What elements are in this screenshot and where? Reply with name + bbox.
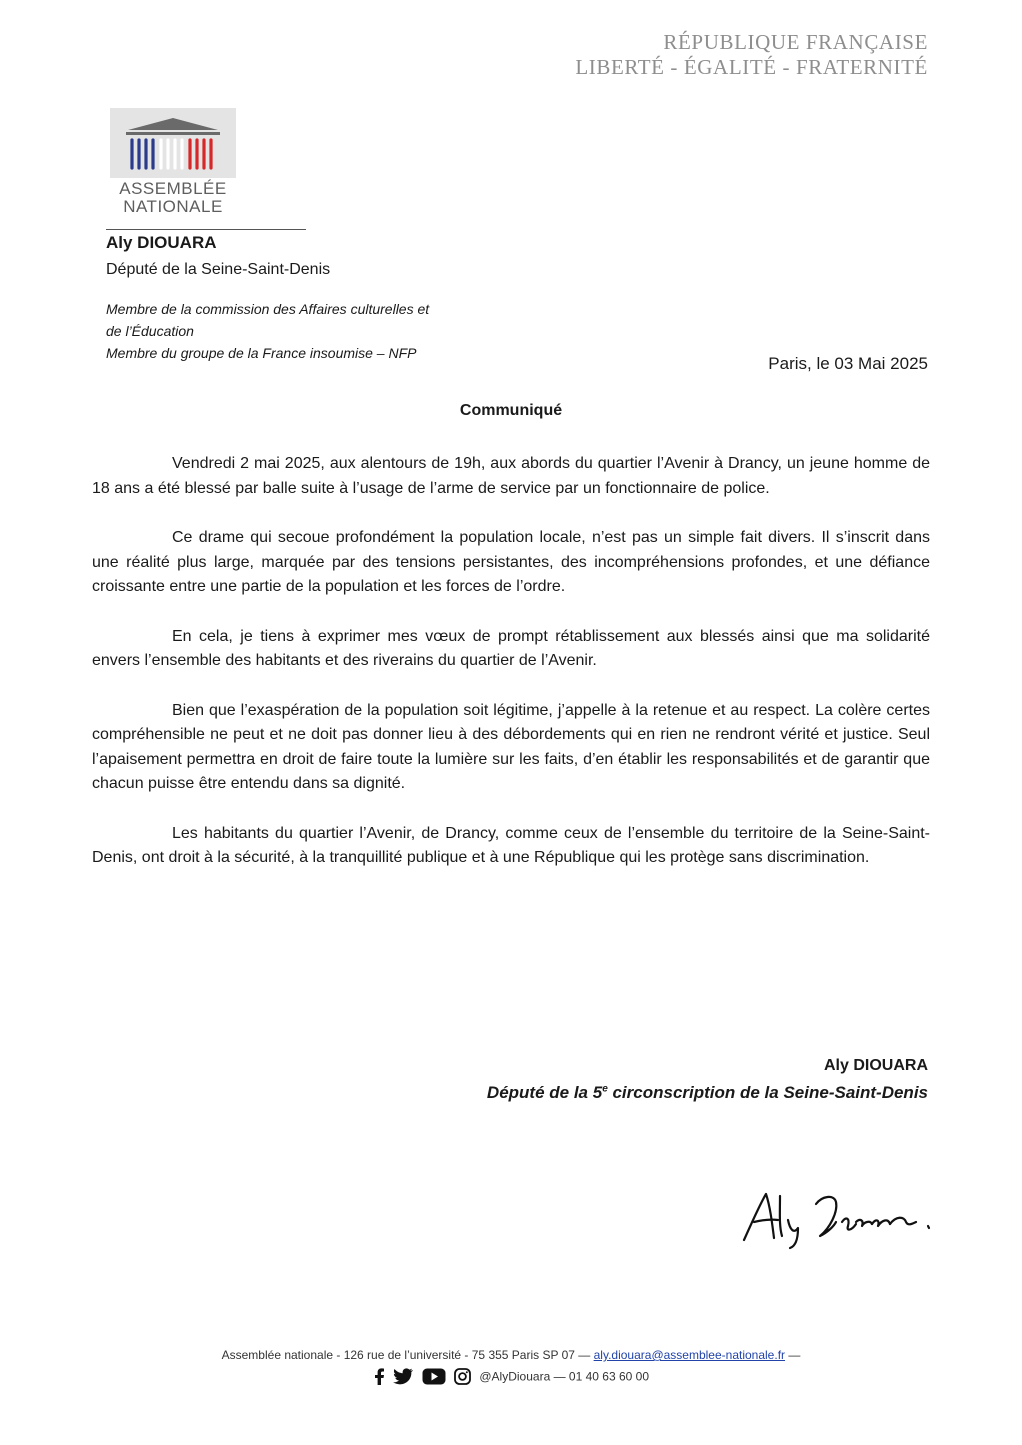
- paragraph: Les habitants du quartier l’Avenir, de Drancy, comme ceux de l’ensemble du territoire de la Seine-Saint-Denis, ont droit à la sécurité, à la tranquillité publique et à une République qui les protège sans discrimination.: [92, 824, 930, 866]
- hemicycle-icon: [110, 108, 236, 178]
- membership-line: Membre de la commission des Affaires culturelles et: [106, 301, 430, 317]
- memberships: [106, 298, 429, 364]
- footer-address: Assemblée nationale - 126 rue de l’université - 75 355 Paris SP 07 —: [221, 1348, 591, 1362]
- youtube-icon[interactable]: [422, 1368, 446, 1385]
- deputy-name: Aly DIOUARA: [106, 233, 217, 252]
- footer-address-line: [0, 1348, 1022, 1362]
- handwritten-signature: [738, 1182, 938, 1252]
- footer-social-line: [0, 1368, 1022, 1390]
- instagram-icon[interactable]: [454, 1368, 471, 1385]
- role-superscript: e: [602, 1083, 608, 1095]
- paragraph: En cela, je tiens à exprimer mes vœux de prompt rétablissement aux blessés ainsi que ma solidarité envers l’ensemble des habitants et des riverains du quartier de l’Avenir.: [92, 627, 930, 669]
- paragraph: Vendredi 2 mai 2025, aux alentours de 19h, aux abords du quartier l’Avenir à Drancy, un jeune homme de 18 ans a été blessé par balle suite à l’usage de l’arme de service par un fonctionnaire de police.: [92, 455, 930, 497]
- logo-line-2: NATIONALE: [123, 197, 223, 216]
- membership-line: Membre du groupe de la France insoumise – NFP: [106, 345, 417, 361]
- paragraph: Ce drame qui secoue profondément la population locale, n’est pas un simple fait divers. Il s’inscrit dans une réalité plus large, marquée par des tensions persistantes, des incompréhensions profondes, et une défiance croissante entre une partie de la population et les forces de l’ordre.: [92, 529, 930, 595]
- role-text: Député de la 5: [486, 1083, 603, 1102]
- social-handle-phone: @AlyDiouara — 01 40 63 60 00: [479, 1369, 649, 1384]
- republic-title: RÉPUBLIQUE FRANÇAISE: [663, 30, 928, 54]
- signatory-role: [487, 1083, 928, 1103]
- signatory-name: Aly DIOUARA: [823, 1057, 928, 1074]
- role-text-rest: circonscription de la Seine-Saint-Denis: [607, 1083, 928, 1102]
- twitter-icon[interactable]: [393, 1368, 413, 1385]
- letter-body: [92, 452, 930, 896]
- letter-date: Paris, le 03 Mai 2025: [768, 354, 928, 373]
- header-divider: [106, 229, 306, 230]
- republic-motto: LIBERTÉ - ÉGALITÉ - FRATERNITÉ: [575, 55, 928, 79]
- facebook-icon[interactable]: [373, 1368, 385, 1385]
- republic-header: [575, 30, 928, 80]
- document-title: Communiqué: [459, 402, 563, 419]
- logo-line-1: ASSEMBLÉE: [119, 179, 227, 198]
- footer-dash: —: [788, 1348, 801, 1362]
- assemblee-logo: [110, 108, 236, 220]
- social-icons: [373, 1368, 476, 1385]
- deputy-role: Député de la Seine-Saint-Denis: [106, 261, 331, 278]
- paragraph: Bien que l’exaspération de la population soit légitime, j’appelle à la retenue et au respect. La colère certes compréhensible ne peut et ne doit pas donner lieu à des débordements qui en rien ne rendront vérité et justice. Seul l’apaisement permettra en droit de faire toute la lumière sur les faits, d’en établir les responsabilités et de garantir que chacun puisse être entendu dans sa dignité.: [92, 701, 930, 792]
- email-link[interactable]: aly.diouara@assemblee-nationale.fr: [593, 1348, 786, 1362]
- membership-line: de l’Éducation: [106, 323, 194, 339]
- logo-wordmark: [110, 180, 236, 216]
